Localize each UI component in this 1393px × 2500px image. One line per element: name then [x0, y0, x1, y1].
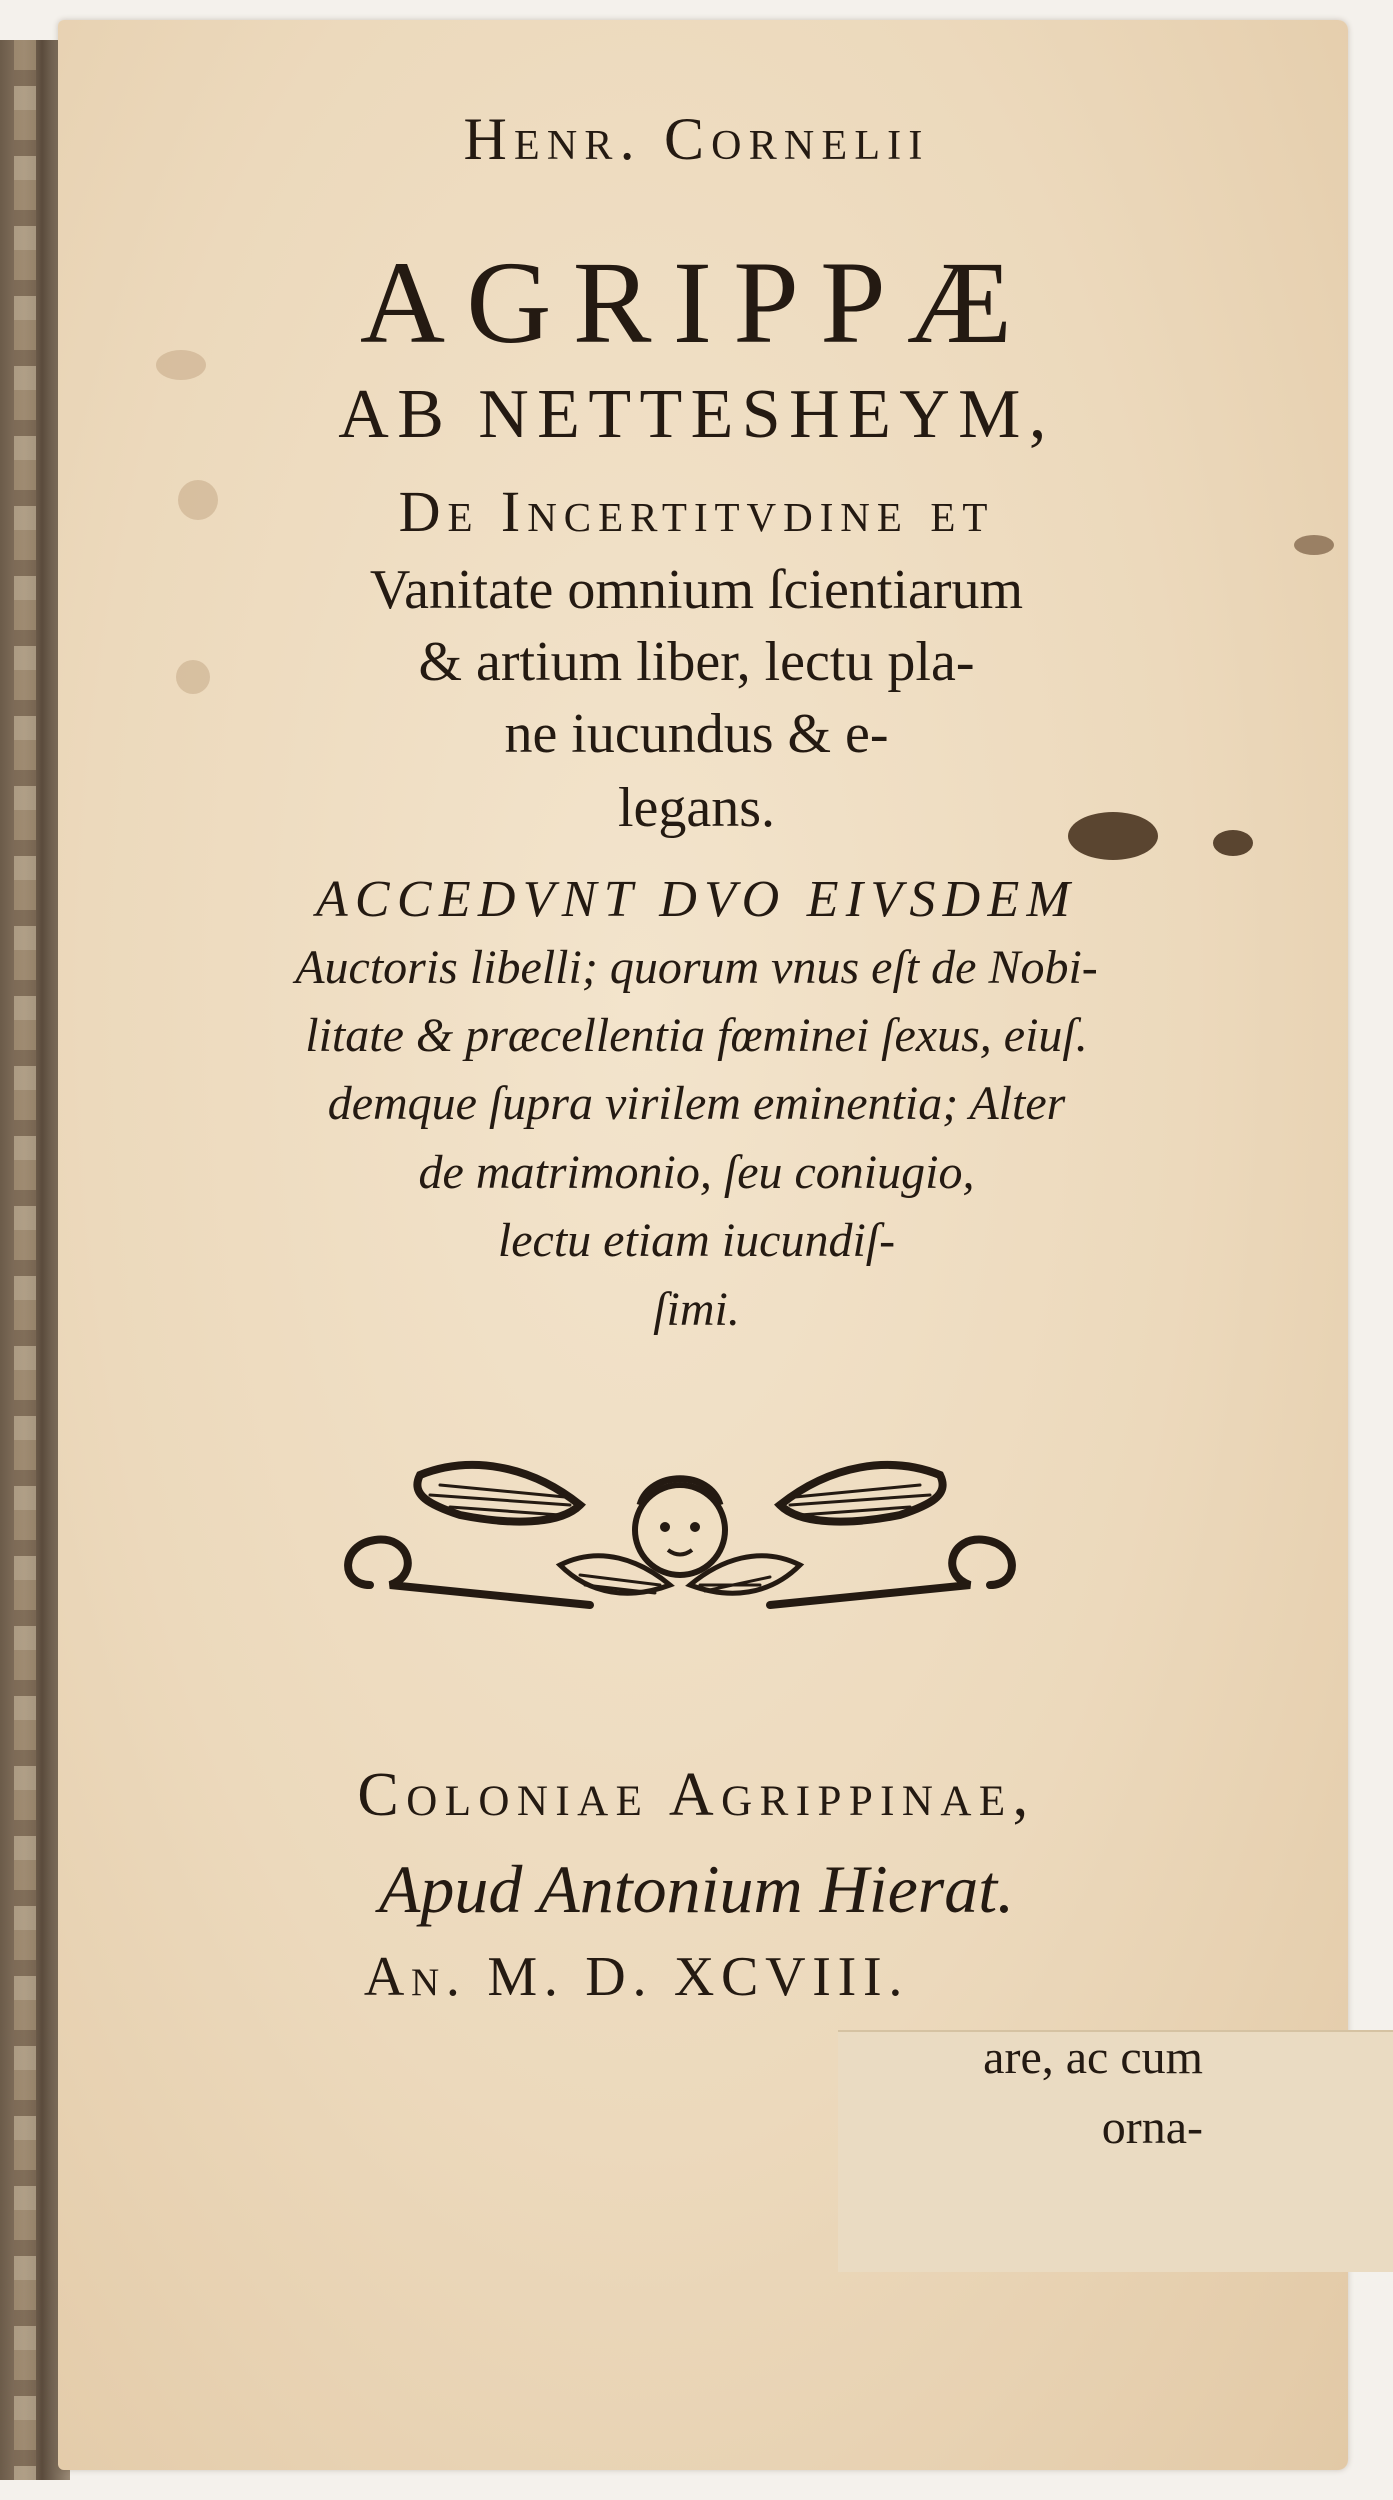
- right-cornucopia-shape: [780, 1465, 943, 1522]
- author-surname: AGRIPPÆ: [359, 237, 1034, 368]
- title-line: legans.: [617, 777, 776, 839]
- left-cornucopia-shape: [417, 1465, 580, 1522]
- repair-text-fragment: orna-: [1101, 2101, 1203, 2154]
- title-line: Vanitate omnium ſcientiarum: [369, 559, 1024, 621]
- subtitle-line: ſimi.: [653, 1283, 740, 1336]
- left-scroll-shape: [348, 1540, 590, 1605]
- cherub-face-shape: [635, 1485, 725, 1575]
- cherub-eye-shape: [660, 1522, 670, 1532]
- title-line: De Incertitvdine et: [398, 479, 995, 544]
- cherub-eye-shape: [690, 1522, 700, 1532]
- subtitle-line: litate & præcellentia fœminei ſexus, eiuſ.: [305, 1009, 1088, 1062]
- subtitle-line: demque ſupra virilem eminentia; Alter: [327, 1077, 1066, 1130]
- repair-text-fragment: are, ac cum: [983, 2031, 1203, 2084]
- subtitle-heading: ACCEDVNT DVO EIVSDEM: [315, 871, 1078, 928]
- subtitle-line: de matrimonio, ſeu coniugio,: [418, 1146, 975, 1199]
- subtitle-line: lectu etiam iucundiſ-: [497, 1214, 896, 1267]
- title-line: & artium liber, lectu pla-: [418, 631, 975, 693]
- imprint-publisher: Apud Antonium Hierat.: [378, 1851, 1015, 1927]
- imprint-city: Coloniae Agrippinae,: [357, 1761, 1036, 1829]
- author-origin: AB NETTESHEYM,: [338, 376, 1055, 453]
- author-line: Henr. Cornelii: [463, 106, 930, 172]
- right-scroll-shape: [770, 1540, 1012, 1605]
- cherub-woodcut-ornament: [330, 1435, 1030, 1645]
- imprint-year: An. M. D. XCVIII.: [363, 1946, 910, 2008]
- title-line: ne iucundus & e-: [504, 703, 889, 765]
- subtitle-line: Auctoris libelli; quorum vnus eſt de Nobi-: [295, 941, 1098, 994]
